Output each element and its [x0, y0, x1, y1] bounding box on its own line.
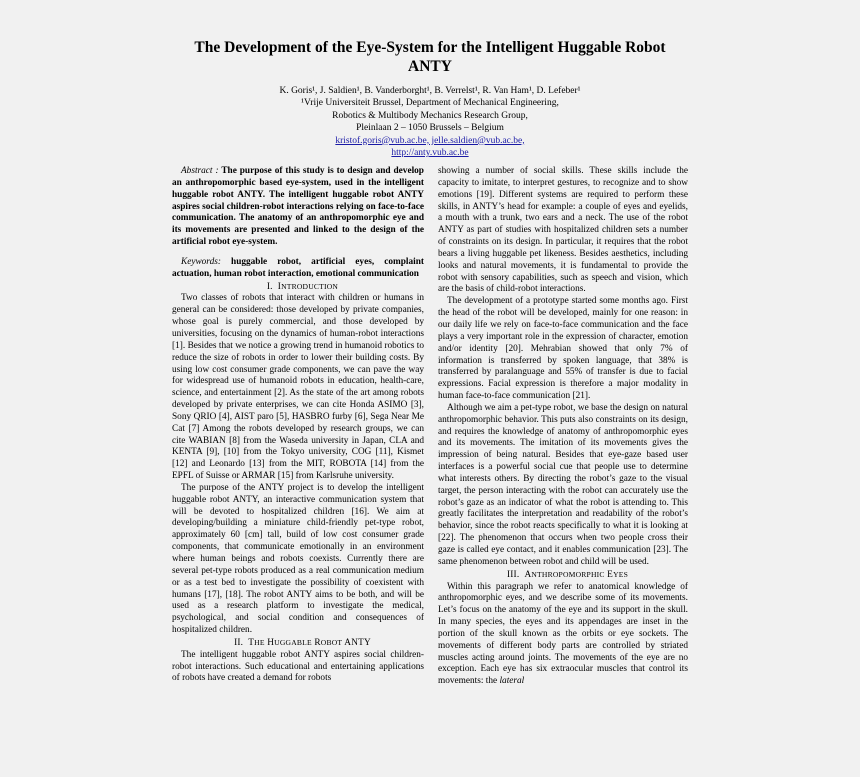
title-line-2: ANTY [408, 58, 452, 75]
website-link[interactable]: http://anty.vub.ac.be [391, 148, 469, 159]
keywords [172, 257, 424, 281]
author-list: K. Goris¹, J. Saldien¹, B. Vanderborght¹, B. Verrelst¹, R. Van Ham¹, D. Lefeber¹ [279, 86, 581, 96]
left-column [172, 166, 424, 685]
abstract [172, 166, 424, 249]
author-block [150, 85, 710, 159]
section-heading-huggable-robot: II. THE HUGGABLE ROBOT ANTY [234, 637, 371, 648]
right-paragraph-3: Although we aim a pet-type robot, we base the design on natural anthropomorphic behavior. This puts also constraints on its design, and requires the knowledge of anatomy of anthropomorphic eyes and its movements. The imitation of its movements gives the impression of being natural. Besides that eye-gaze based user interfaces is a powerful social cue that people use to determine what interests others. By directing the robot’s gaze to the visual target, the person interacting with the robot can accurately use the robot’s gaze as an indicator of what the robot is attending to. This greatly facilitates the interpretation and readability of the robot’s behavior, since the robot reacts specifically to what it is looking at [22]. The phenomenon that occurs when two people cross their gaze is called eye contact, and it enables communication [23]. The same phenomenon between robot and child will be used. [438, 402, 688, 567]
right-column [438, 166, 688, 688]
eyes-paragraph-1: Within this paragraph we refer to anatomical knowledge of anthropomorphic eyes, and we describe some of its movements. Let’s focus on the anatomy of the eye and its support in the skull. In many species, the eyes and its appendages are inset in the portion of the skull known as the orbits or eye sockets. The movements of different body parts are controlled by striated muscles acting around joints. The movements of the eye are no exception. Each eye has six extraocular muscles that control its movements: the lateral [438, 581, 688, 687]
affiliation-line-2: Robotics & Multibody Mechanics Research Group, [332, 110, 528, 121]
huggable-paragraph-1: The intelligent huggable robot ANTY aspires social children-robot interactions. Such educational and entertaining applications of robots have created a demand for robots [172, 649, 424, 684]
section-heading-introduction: I. INTRODUCTION [266, 281, 339, 292]
email-links[interactable]: kristof.goris@vub.ac.be, jelle.saldien@vub.ac.be, [335, 135, 525, 146]
abstract-label: Abstract : [181, 166, 219, 176]
affiliation-line-1: ¹Vrije Universiteit Brussel, Department of Mechanical Engineering, [301, 98, 559, 109]
keywords-text: huggable robot, artificial eyes, complaint actuation, human robot interaction, emotional communication [172, 256, 424, 279]
intro-paragraph-2: The purpose of the ANTY project is to develop the intelligent huggable robot ANTY, an interactive communication system that will be devoted to hospitalized children [16]. We aim at developing/building a miniature child-friendly pet-type robot, approximately 60 [cm] tall, build of low cost consumer grade components, that communicate emotionally in an environment where human beings and robots coexists. Currently there are several pet-type robots produced as a real communication medium or as a test bed to investigate the possibility of coexistent with humans [17], [18]. The robot ANTY aims to be both, and will be used as a research platform to investigate the medical, psychological, and social condition and consequences of hospitalized children. [172, 482, 424, 636]
section-heading-anthropomorphic-eyes: III. ANTHROPOMORPHIC EYES [506, 569, 629, 580]
right-paragraph-1: showing a number of social skills. These skills include the capacity to imitate, to interpret gestures, to recognize and to show emotions [19]. Different systems are required to perform these skills, in ANTY’s head for example: a couple of eyes and eyelids, a mouth with a trunk, two ears and a neck. The use of the robot ANTY as part of studies with hospitalized children sets a number of constraints on its design. In particular, it requires that the robot bears a living huggable pet likeness. Besides aesthetics, including looks and natural movements, it is fundamental to provide the robot with sensory capabilities, such as speech and vision, which are the basis of child-robot interactions. [438, 166, 688, 295]
abstract-text: The purpose of this study is to design and develop an anthropomorphic based eye-system, used in the intelligent huggable robot ANTY. The intelligent huggable robot ANTY aspires social children-robot interactions relying on face-to-face communication. The anatomy of an anthropomorphic eye and its movements are presented and linked to the design of the artificial robot eye-system. [172, 166, 424, 248]
keywords-label: Keywords: [181, 256, 221, 267]
right-paragraph-2: The development of a prototype started some months ago. First the head of the robot will be developed, mainly for one reason: in our daily life we rely on face-to-face communication and the face plays a very important role in the expression of character, emotion and/or identity [20]. Mehrabian showed that only 7% of information is transferred by spoken language, that 38% is transferred by paralanguage and 55% of transfer is due to facial expressions. Facial expression is therefore a major modality in human face-to-face communication [21]. [438, 296, 688, 402]
intro-paragraph-1: Two classes of robots that interact with children or humans in general can be considered: those developed by private companies, whose goal is purely commercial, and those developed by universities, focusing on the dynamics of human-robot interactions [1]. Besides that we notice a growing trend in humanoid robotics to reduce the size of robots in order to lower their building costs. By using low cost consumer grade components, we can pave the way for widespread use of humanoid robots in education, health-care, science, and entertainment [2]. As the state of the art among robots developed by private enterprises, we can cite Honda ASIMO [3], Sony QRIO [4], AIST paro [5], HASBRO furby [6], Sega Near Me Cat [7] Among the robots developed by research groups, we can cite WABIAN [8] from the Waseda university in Japan, CLA and KENTA [9], [10] from the Tokyo university, COG [11], Kismet [12] and Leonardo [13] from the MIT, ROBOTA [14] from the EPFL of Suisse or ARMAR [15] from Karlsruhe university. [172, 293, 424, 482]
address-line: Pleinlaan 2 – 1050 Brussels – Belgium [356, 123, 504, 134]
title-line-1: The Development of the Eye-System for the Intelligent Huggable Robot [194, 39, 666, 56]
paper-title [150, 38, 710, 76]
